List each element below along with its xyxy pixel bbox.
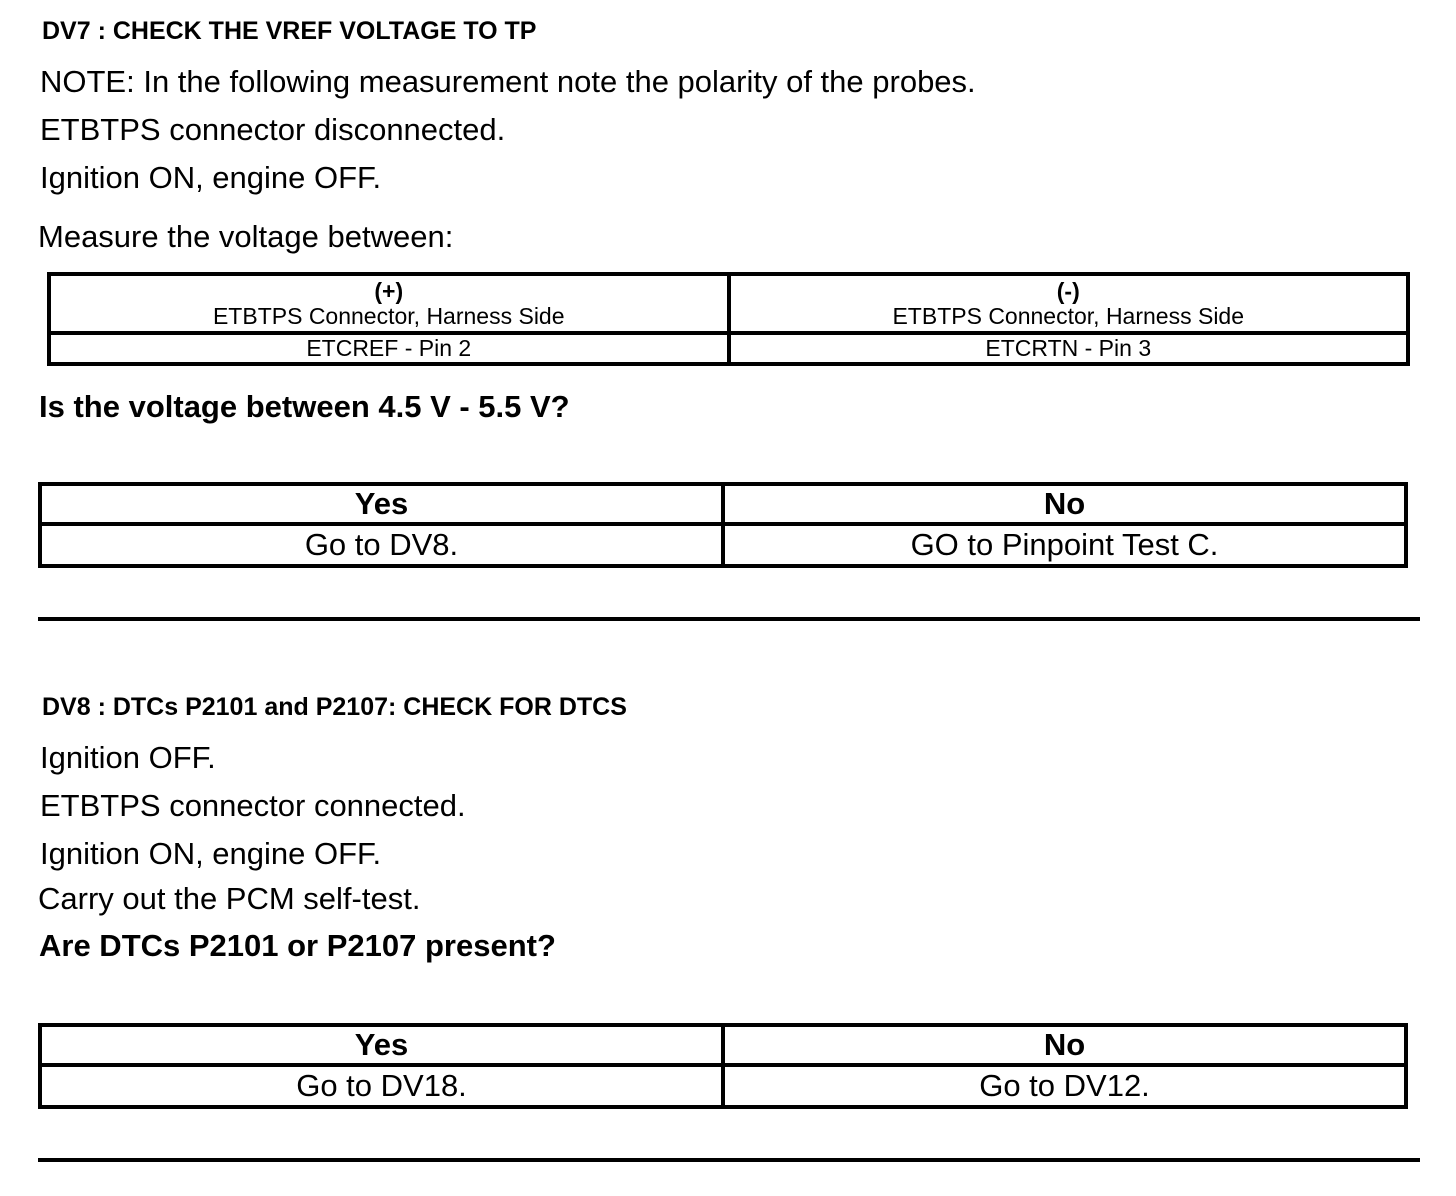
dv8-step-title: DV8 : DTCs P2101 and P2107: CHECK FOR DTCS — [42, 693, 627, 721]
section-divider — [38, 1158, 1420, 1162]
dv7-question: Is the voltage between 4.5 V - 5.5 V? — [39, 389, 570, 424]
negative-polarity-label: (-) — [1056, 277, 1080, 304]
dv8-no-action: Go to DV12. — [723, 1065, 1406, 1107]
dv8-instruction-ignition-off: Ignition OFF. — [40, 740, 216, 775]
dv7-polarity-note: NOTE: In the following measurement note the polarity of the probes. — [40, 64, 976, 99]
positive-connector-side: ETBTPS Connector, Harness Side — [212, 302, 565, 329]
dv7-yes-header: Yes — [40, 484, 723, 524]
dv7-no-action: GO to Pinpoint Test C. — [723, 524, 1406, 566]
positive-pin-text: ETCREF - Pin 2 — [306, 335, 472, 361]
negative-probe-pin — [729, 333, 1409, 364]
negative-pin-text: ETCRTN - Pin 3 — [985, 335, 1152, 361]
dv7-instruction-ignition: Ignition ON, engine OFF. — [40, 160, 382, 195]
dv8-question: Are DTCs P2101 or P2107 present? — [39, 928, 556, 963]
positive-probe-pin — [49, 333, 729, 364]
dv7-measurement-table — [47, 272, 1410, 366]
dv7-step-title: DV7 : CHECK THE VREF VOLTAGE TO TP — [42, 17, 537, 45]
negative-probe-header — [729, 274, 1409, 333]
dv8-instruction-connector: ETBTPS connector connected. — [40, 788, 466, 823]
dv7-measure-intro: Measure the voltage between: — [38, 219, 454, 254]
dv8-no-header: No — [723, 1025, 1406, 1065]
dv7-yes-action: Go to DV8. — [40, 524, 723, 566]
dv7-result-table — [38, 482, 1408, 568]
positive-probe-header — [49, 274, 729, 333]
positive-polarity-label: (+) — [374, 277, 404, 304]
dv8-instruction-ignition-on: Ignition ON, engine OFF. — [40, 836, 382, 871]
dv8-yes-header: Yes — [40, 1025, 723, 1065]
dv8-result-table — [38, 1023, 1408, 1109]
negative-connector-side: ETBTPS Connector, Harness Side — [892, 302, 1245, 329]
dv7-no-header: No — [723, 484, 1406, 524]
dv8-instruction-self-test: Carry out the PCM self-test. — [38, 881, 421, 916]
dv7-instruction-connector: ETBTPS connector disconnected. — [40, 112, 506, 147]
dv8-yes-action: Go to DV18. — [40, 1065, 723, 1107]
section-divider — [38, 617, 1420, 621]
